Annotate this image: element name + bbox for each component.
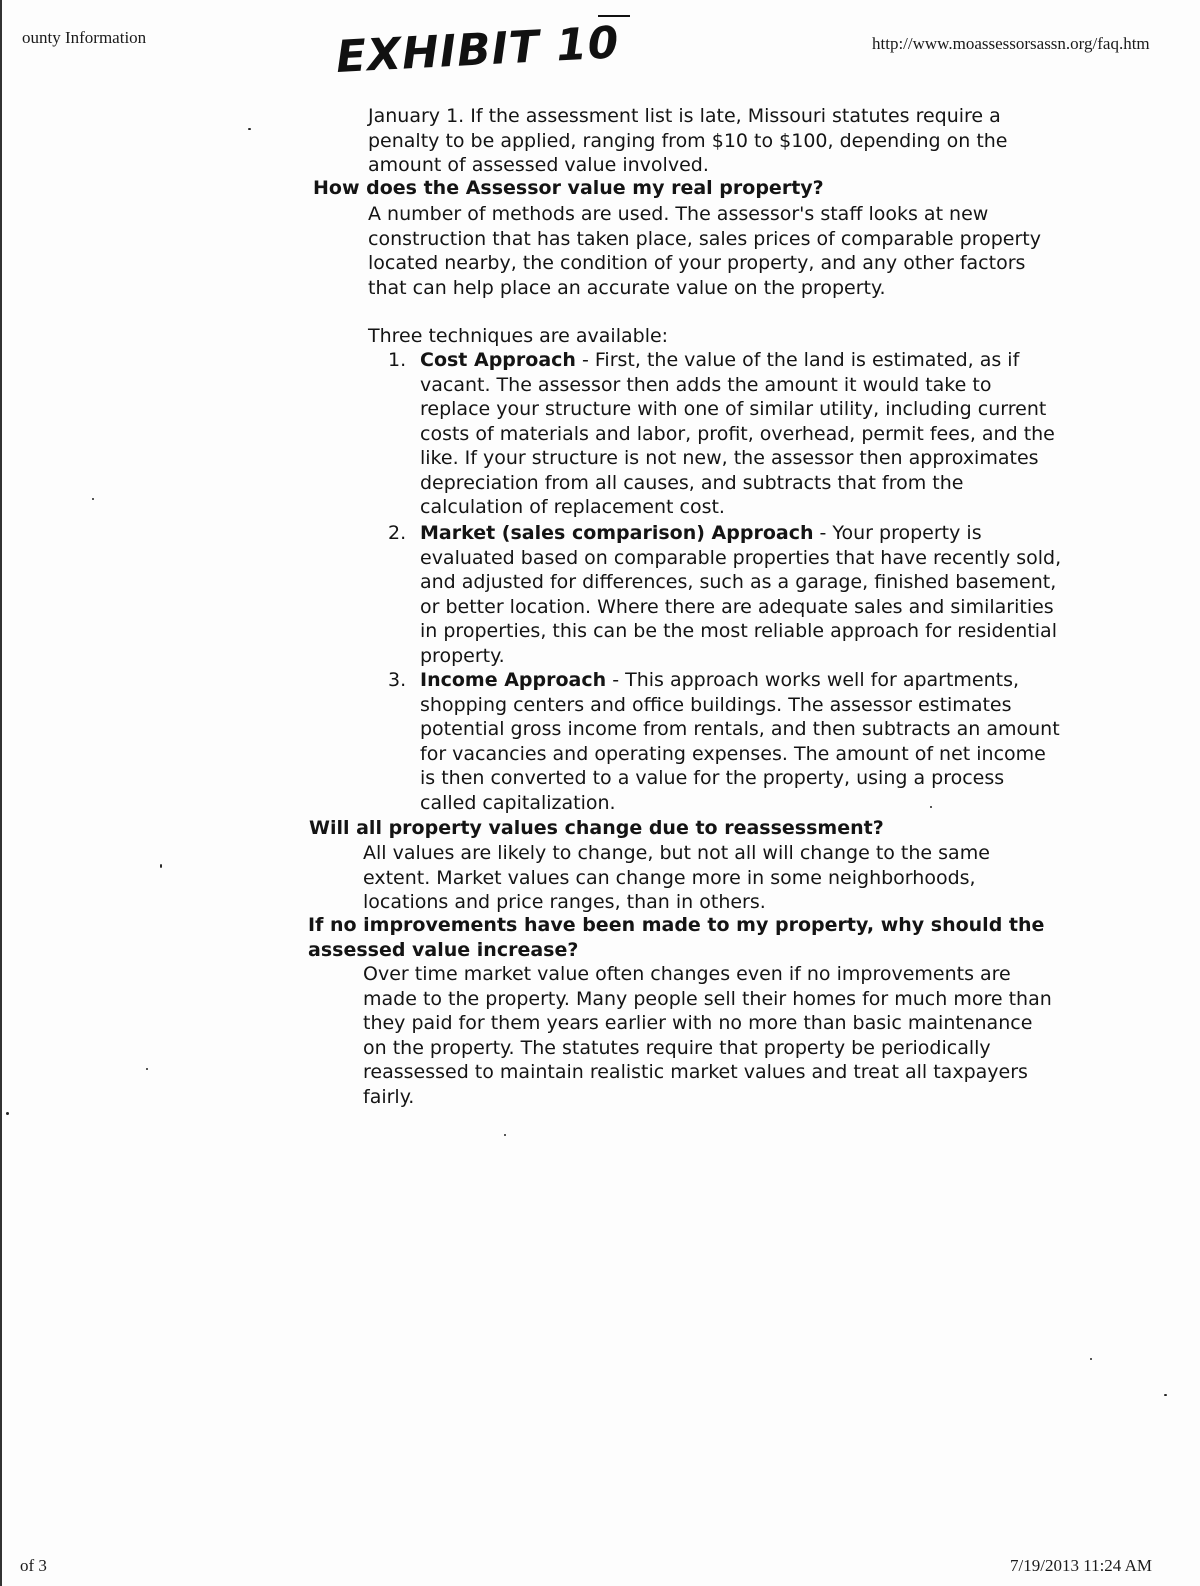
list-intro-text: Three techniques are available: [368, 325, 669, 347]
exhibit-stamp [330, 2, 660, 92]
answer-line: reassessed to maintain realistic market values and treat all taxpayers [363, 1061, 1028, 1083]
intro-line: amount of assessed value involved. [368, 154, 709, 176]
list-item-line: costs of materials and labor, profit, overhead, permit fees, and the [420, 422, 1055, 445]
list-item-title: Income Approach [420, 669, 607, 691]
list-item-line: is then converted to a value for the property, using a process [420, 767, 1005, 789]
answer-line: that can help place an accurate value on the property. [368, 276, 886, 299]
list-item-line: vacant. The assessor then adds the amount it would take to [420, 373, 992, 396]
scan-speck [504, 1134, 506, 1136]
list-item-line: potential gross income from rentals, and then subtracts an amount [420, 718, 1060, 740]
list-item-line: depreciation from all causes, and subtracts that from the [420, 471, 964, 494]
question-line: Will all property values change due to reassessment? [309, 817, 884, 839]
list-item-income-approach [420, 668, 1060, 815]
answer-line: Over time market value often changes even if no improvements are [363, 963, 1011, 985]
header-title: ounty Information [22, 28, 147, 47]
list-item-line: property. [420, 644, 505, 667]
scan-speck [248, 128, 251, 130]
answer-line: construction that has taken place, sales prices of comparable property [368, 227, 1041, 250]
answer-line: located nearby, the condition of your property, and any other factors [368, 252, 1026, 274]
scan-speck [6, 1112, 9, 1115]
list-item-line: evaluated based on comparable properties that have recently sold, [420, 546, 1062, 569]
list-item-line: shopping centers and office buildings. The assessor estimates [420, 693, 1012, 716]
scan-speck [146, 1068, 148, 1070]
list-item-line: replace your structure with one of similar utility, including current [420, 398, 1047, 420]
intro-line: penalty to be applied, ranging from $10 to $100, depending on the [368, 129, 1008, 152]
answer-line: fairly. [363, 1085, 415, 1108]
scan-speck [1164, 1394, 1167, 1396]
list-item-line: called capitalization. [420, 791, 616, 814]
footer-timestamp: 7/19/2013 11:24 AM [1010, 1556, 1152, 1575]
scan-speck [160, 864, 162, 868]
intro-paragraph [368, 104, 1008, 178]
list-item-line: like. If your structure is not new, the assessor then approximates [420, 447, 1039, 469]
question-line: How does the Assessor value my real property? [313, 177, 824, 199]
question-heading [308, 913, 1044, 962]
list-item-number: 2. [388, 522, 407, 544]
list-item-number: 3. [388, 669, 407, 691]
exhibit-label: EXHIBIT 10 [334, 17, 621, 84]
list-item-number: 1. [388, 349, 407, 371]
scan-speck [930, 806, 932, 808]
answer-line: made to the property. Many people sell their homes for much more than [363, 987, 1052, 1010]
list-item-cost-approach [420, 348, 1055, 520]
list-item-line: and adjusted for differences, such as a garage, finished basement, [420, 571, 1057, 593]
question-heading [313, 176, 824, 201]
list-item-title: Market (sales comparison) Approach [420, 522, 814, 544]
scan-speck [1090, 1358, 1092, 1360]
scan-speck [92, 498, 94, 500]
intro-line: January 1. If the assessment list is late, Missouri statutes require a [368, 105, 1001, 127]
list-item-text: - First, the value of the land is estimated, as if [575, 349, 1020, 371]
header-url: http://www.moassessorsassn.org/faq.htm [872, 34, 1150, 53]
list-item-line: calculation of replacement cost. [420, 496, 725, 518]
list-intro [368, 324, 668, 349]
list-item-text: - Your property is [813, 522, 982, 544]
answer-paragraph [368, 202, 1041, 300]
list-item-market-approach [420, 521, 1061, 668]
answer-line: on the property. The statutes require that property be periodically [363, 1036, 991, 1059]
list-item-line: in properties, this can be the most reliable approach for residential [420, 620, 1057, 642]
question-line: assessed value increase? [308, 938, 579, 961]
question-heading [309, 816, 884, 841]
answer-paragraph [363, 962, 1052, 1109]
answer-line: extent. Market values can change more in some neighborhoods, [363, 866, 976, 889]
footer-page-count: of 3 [20, 1556, 47, 1575]
answer-paragraph [363, 841, 990, 915]
list-item-text: - This approach works well for apartments, [606, 669, 1020, 691]
list-item-title: Cost Approach [420, 349, 576, 371]
answer-line: they paid for them years earlier with no more than basic maintenance [363, 1012, 1033, 1034]
question-line: If no improvements have been made to my property, why should the [308, 914, 1045, 936]
list-item-line: for vacancies and operating expenses. The amount of net income [420, 742, 1046, 765]
answer-line: All values are likely to change, but not all will change to the same [363, 842, 990, 864]
list-item-line: or better location. Where there are adequate sales and similarities [420, 595, 1054, 618]
scan-edge [0, 0, 2, 1586]
answer-line: locations and price ranges, than in others. [363, 891, 766, 913]
answer-line: A number of methods are used. The assessor's staff looks at new [368, 203, 989, 225]
